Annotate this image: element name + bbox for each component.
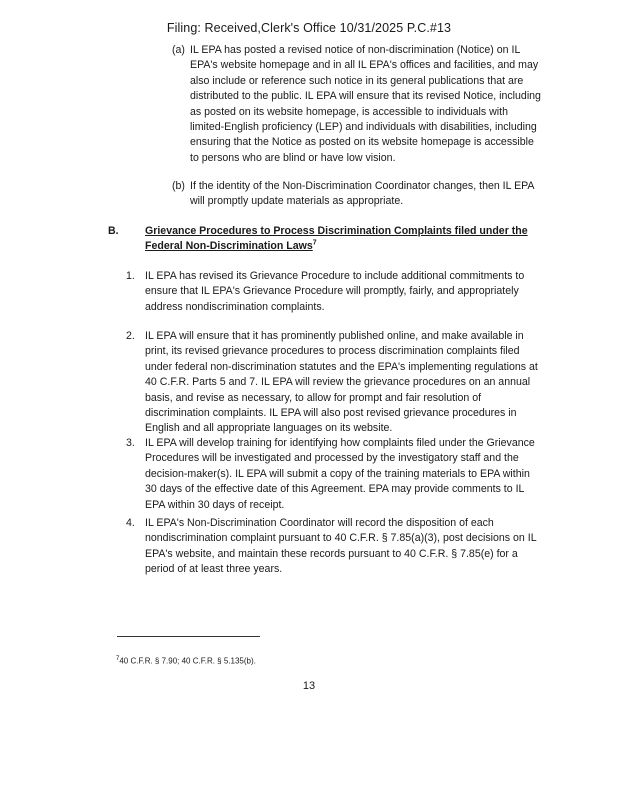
footnote-ref-7: 7 [312, 239, 317, 247]
item-1-number: 1. [126, 270, 135, 282]
item-a-text: IL EPA has posted a revised notice of non-discrimination (Notice) on IL EPA's website homepage and in all IL EPA's offices and facilities, and may also include or reference such notice in its general publications that are distributed to the public. IL EPA will ensure that its revised Notice, including as posted on its website homepage, is accessible to individuals with limited-English proficiency (LEP) and individuals with disabilities, including ensuring that the Notice as posted on its website homepage is accessible to persons who are blind or have low vision. [190, 44, 541, 164]
item-2-text: IL EPA will ensure that it has prominently published online, and make available in print, its revised grievance procedures to process discrimination complaints filed under federal non-discrimination statutes and the EPA's implementing regulations at 40 C.F.R. Parts 5 and 7. IL EPA will review the grievance procedures on an annual basis, and revise as necessary, to allow for prompt and fair resolution of discrimination complaints. IL EPA will also post revised grievance procedures in English and all appropriate languages on its website. [145, 330, 538, 435]
item-4-number: 4. [126, 517, 135, 529]
item-2-number: 2. [126, 330, 135, 342]
item-b-text: If the identity of the Non-Discrimination Coordinator changes, then IL EPA will promptly update materials as appropriate. [190, 180, 534, 208]
footnote-divider [117, 636, 260, 637]
section-b-letter: B. [108, 225, 119, 237]
footnote [116, 656, 256, 666]
item-a-label: (a) [172, 44, 185, 56]
item-1-text: IL EPA has revised its Grievance Procedure to include additional commitments to ensure that IL EPA's Grievance Procedure will promptly, fairly, and appropriately address nondiscrimination complaints. [145, 270, 525, 313]
footnote-number: 7 [116, 656, 120, 662]
section-b-heading [145, 224, 535, 255]
footnote-text: 40 C.F.R. § 7.90; 40 C.F.R. § 5.135(b). [119, 656, 256, 666]
page-number: 13 [302, 680, 316, 692]
item-3-number: 3. [126, 437, 135, 449]
item-3-text: IL EPA will develop training for identifying how complaints filed under the Grievance Procedures will be investigated and processed by the investigatory staff and the decision-maker(s). IL EPA will submit a copy of the training materials to EPA within 30 days of the effective date of this Agreement. EPA may provide comments to IL EPA within 30 days of receipt. [145, 437, 535, 511]
section-b-title: Grievance Procedures to Process Discrimination Complaints filed under the Federal Non-Discrimination Laws [145, 225, 528, 253]
item-b-label: (b) [172, 180, 185, 192]
item-4-text: IL EPA's Non-Discrimination Coordinator will record the disposition of each nondiscrimination complaint pursuant to 40 C.F.R. § 7.85(a)(3), post decisions on IL EPA's website, and maintain these records pursuant to 40 C.F.R. § 7.85(e) for a period of at least three years. [145, 517, 537, 576]
filing-stamp-header: Filing: Received,Clerk's Office 10/31/2025 P.C.#13 [166, 21, 452, 35]
